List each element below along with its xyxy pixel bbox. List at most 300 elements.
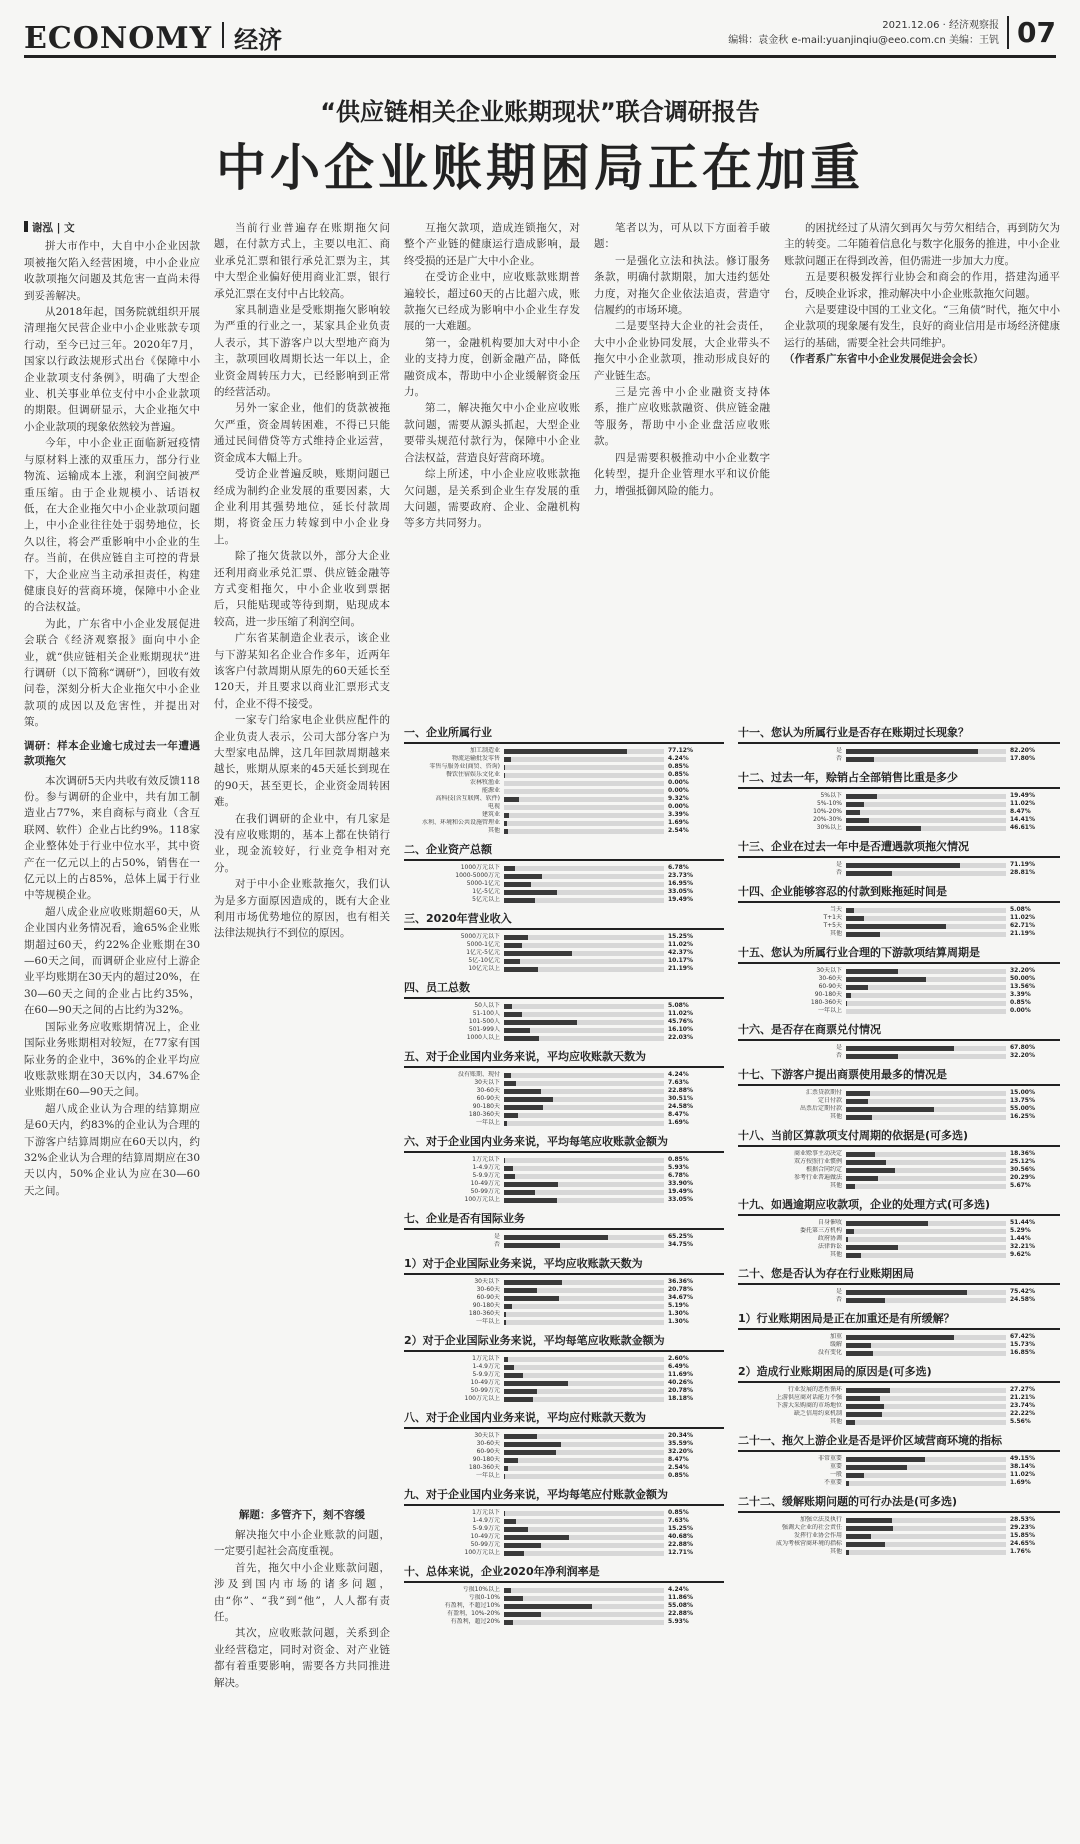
survey-bar-track [846, 908, 1006, 913]
paragraph: 的困扰经过了从清欠到再欠与劳欠相结合，再到防欠为主的转变。二年随着信息化与数字化服务的推进，中小企业账款问题正在得到改善，但仍需进一步加大力度。 [784, 222, 1060, 267]
survey-bar-value: 22.03% [668, 1034, 693, 1041]
survey-bar-track [504, 1174, 664, 1179]
survey-bar-track [504, 773, 664, 778]
survey-bar-row [404, 1550, 724, 1557]
survey-bar [504, 1604, 592, 1609]
survey-bar-label: 90-180天 [814, 991, 842, 998]
survey-question [738, 1127, 1060, 1190]
survey-question [738, 1066, 1060, 1121]
survey-bar-value: 19.49% [1010, 792, 1035, 799]
paragraph: 五是要积极发挥行业协会和商会的作用，搭建沟通平台，反映企业诉求，推动解决中小企业账款拖欠问题。 [784, 271, 1060, 300]
survey-bar-row [404, 1088, 724, 1095]
subheading: 调研：样本企业逾七成过去一年遭遇款项拖欠 [24, 739, 200, 767]
paragraph: 笔者以为，可从以下方面着手破题： [594, 222, 770, 251]
survey-bar [846, 1343, 871, 1348]
survey-bar-track [846, 985, 1006, 990]
survey-question [738, 1310, 1060, 1357]
survey-bar-label: 180-360天 [468, 1310, 500, 1317]
survey-bar-track [504, 951, 664, 956]
survey-bars [404, 748, 724, 835]
survey-bar [846, 1542, 885, 1547]
survey-bar [846, 1335, 954, 1340]
survey-bar [504, 874, 542, 879]
survey-bar [846, 977, 926, 982]
survey-bar-value: 3.39% [1010, 991, 1031, 998]
survey-bar-label: 180-360天 [468, 1464, 500, 1471]
survey-bar [846, 1388, 890, 1393]
survey-question [404, 1563, 724, 1626]
survey-bar-label: 5-9.9万元 [472, 1371, 500, 1378]
survey-bar [846, 1253, 861, 1258]
survey-bar-label: 是 [835, 747, 842, 754]
survey-bar-row [404, 1165, 724, 1172]
survey-question-title: 二十二、缓解账期问题的可行办法是(可多选) [738, 1493, 1060, 1513]
survey-bar [846, 1404, 884, 1409]
survey-bar-track [504, 1466, 664, 1471]
survey-bar-row [404, 966, 724, 973]
survey-bar-value: 11.02% [1010, 1471, 1035, 1478]
survey-bar-track [504, 898, 664, 903]
survey-bar-row [738, 809, 1060, 816]
survey-bar-row [738, 992, 1060, 999]
survey-bar-label: 电视 [487, 803, 500, 810]
paragraph: 国际业务应收账期情况上，企业国际业务账期相对较短，在77家有国际业务的企业中，36%的企业平均应收账款账期在30天以内，34.67%企业账期在60—90天之间。 [24, 1020, 200, 1099]
survey-bar-row [404, 889, 724, 896]
survey-bar-label: 是 [835, 1044, 842, 1051]
survey-bars [738, 1456, 1060, 1487]
survey-bar [846, 969, 898, 974]
survey-bar-track [504, 1373, 664, 1378]
survey-bar [504, 773, 505, 778]
survey-bar-label: 20%-30% [813, 816, 842, 823]
survey-bar-row [738, 1090, 1060, 1097]
survey-bar-row [404, 1080, 724, 1087]
survey-bar [504, 951, 572, 956]
survey-bar-label: 是 [835, 1288, 842, 1295]
survey-bar [846, 810, 860, 815]
article-column-1 [24, 220, 200, 1832]
survey-bar-row [738, 1549, 1060, 1556]
survey-bar-row [404, 1197, 724, 1204]
survey-bar [504, 959, 520, 964]
survey-question-title: 十三、企业在过去一年中是否遭遇款项拖欠情况 [738, 838, 1060, 858]
survey-question-title: 1）对于企业国际业务来说，平均应收账款天数为 [404, 1255, 724, 1275]
survey-bar-label: 其他 [829, 1548, 842, 1555]
survey-bar-row [404, 873, 724, 880]
survey-bar-track [846, 1298, 1006, 1303]
subheading: 解题：多管齐下，刻不容缓 [239, 1509, 365, 1521]
survey-bar-label: 30%以上 [816, 824, 842, 831]
survey-bar-label: 180-360天 [810, 999, 842, 1006]
survey-bar-row [738, 1000, 1060, 1007]
survey-bar-row [738, 968, 1060, 975]
survey-bar-label: 50-99万元 [470, 1188, 500, 1195]
survey-bar-row [738, 748, 1060, 755]
survey-bar-track [504, 757, 664, 762]
survey-bar-label: 一年以上 [817, 1007, 842, 1014]
survey-bar-value: 1.69% [668, 1119, 689, 1126]
survey-bars [738, 1334, 1060, 1357]
survey-bar [504, 1551, 524, 1556]
survey-bar-value: 14.41% [1010, 816, 1035, 823]
survey-bar-value: 15.25% [668, 933, 693, 940]
article-column-5 [784, 220, 1060, 718]
survey-bar-label: 零售与服务业(商贸、咨询) [429, 763, 500, 770]
survey-bar-value: 21.19% [668, 965, 693, 972]
survey-bar-value: 23.73% [668, 872, 693, 879]
survey-bar [846, 1298, 885, 1303]
survey-bar-track [504, 1474, 664, 1479]
survey-bar-row [738, 1252, 1060, 1259]
survey-bar-row [404, 1319, 724, 1326]
survey-bar [846, 1351, 873, 1356]
paragraph: 超八成企业认为合理的结算期应是60天内，约83%的企业认为合理的下游客户结算周期应在60天以内，约32%企业认为合理的结算周期应在30天以内，50%企业认为应在30—60天之间。 [24, 1102, 200, 1197]
survey-bar-value: 16.95% [668, 880, 693, 887]
survey-bar-track [846, 932, 1006, 937]
survey-bar-track [846, 1388, 1006, 1393]
survey-bar-row [404, 897, 724, 904]
section-name-cn: 经济 [234, 26, 283, 54]
survey-bar-row [404, 1433, 724, 1440]
survey-bar-label: 5-9.9万元 [472, 1172, 500, 1179]
survey-bar-value: 5.93% [668, 1618, 689, 1625]
survey-bar-row [738, 1419, 1060, 1426]
survey-question-title: 十七、下游客户提出商票使用最多的情况是 [738, 1066, 1060, 1086]
survey-bar-label: 其他 [487, 827, 500, 834]
survey-bar-value: 8.47% [668, 1456, 689, 1463]
survey-bar-row [738, 1244, 1060, 1251]
survey-bars [738, 1517, 1060, 1556]
survey-bar-value: 17.80% [1010, 755, 1035, 762]
survey-bar-row [404, 748, 724, 755]
survey-bar-label: 10亿元以上 [468, 965, 500, 972]
survey-bar-track [846, 1396, 1006, 1401]
survey-bar [504, 1474, 505, 1479]
survey-bar-label: 1亿元-5亿元 [466, 949, 500, 956]
survey-bar-track [846, 916, 1006, 921]
survey-bar-label: 有盈利，不超过10% [444, 1602, 500, 1609]
survey-bar-label: 餐饮住宿娱乐文化业 [445, 771, 500, 778]
survey-bar-label: 60-90天 [476, 1448, 500, 1455]
survey-bar-track [846, 1526, 1006, 1531]
survey-panel-right [738, 724, 1060, 1834]
survey-bar-label: 否 [835, 1296, 842, 1303]
survey-bar [846, 1534, 871, 1539]
survey-bars [738, 1220, 1060, 1259]
survey-bar-label: 加工制造业 [469, 747, 500, 754]
survey-bar-label: 是 [835, 861, 842, 868]
survey-bar-label: T+5天 [823, 922, 842, 929]
survey-bars [404, 1356, 724, 1403]
headline: 中小企业账期困局正在加重 [216, 139, 864, 197]
paragraph: 对于中小企业账款拖欠，我们认为是多方面原因造成的，既有大企业利用市场优势地位的原因，也有相关法律法规执行不到位的原因。 [214, 878, 390, 940]
survey-bar-value: 0.85% [668, 1509, 689, 1516]
survey-bar-track [846, 1245, 1006, 1250]
survey-bar [846, 1420, 855, 1425]
survey-bars [404, 1510, 724, 1557]
survey-bars [404, 865, 724, 904]
survey-bar-label: 100万元以上 [464, 1196, 500, 1203]
survey-bar-track [846, 1335, 1006, 1340]
survey-bar-value: 62.71% [1010, 922, 1035, 929]
survey-bar-label: 60-90天 [818, 983, 842, 990]
survey-bar-value: 16.10% [668, 1026, 693, 1033]
survey-bar-track [846, 1351, 1006, 1356]
survey-bar-row [404, 1396, 724, 1403]
survey-bar-value: 6.78% [668, 1172, 689, 1179]
survey-bar-row [738, 923, 1060, 930]
survey-bar [504, 1081, 516, 1086]
survey-bar-value: 11.69% [668, 1371, 693, 1378]
survey-bar [504, 821, 507, 826]
survey-bar-track [846, 1550, 1006, 1555]
survey-bar-track [504, 1028, 664, 1033]
survey-bar-track [504, 1198, 664, 1203]
survey-bar-row [404, 1011, 724, 1018]
survey-bar-track [846, 1091, 1006, 1096]
survey-bar-track [504, 1620, 664, 1625]
survey-bar [504, 1198, 557, 1203]
survey-bar [504, 1036, 539, 1041]
survey-bar-label: 发挥行业协会作用 [793, 1532, 842, 1539]
survey-bar-track [846, 826, 1006, 831]
survey-bar-label: 100万元以上 [464, 1395, 500, 1402]
survey-bar [846, 1290, 967, 1295]
survey-bar-label: 不重要 [823, 1479, 842, 1486]
page-number: 07 [1007, 16, 1056, 49]
survey-bar-track [504, 1519, 664, 1524]
survey-bar-track [504, 1612, 664, 1617]
survey-bar-label: 其他 [829, 1113, 842, 1120]
survey-question [404, 841, 724, 904]
survey-bar [846, 1107, 934, 1112]
survey-bar-value: 34.67% [668, 1294, 693, 1301]
survey-bars [404, 1433, 724, 1480]
survey-bar-row [404, 1035, 724, 1042]
survey-bar-track [846, 1412, 1006, 1417]
survey-bar-label: 定日付款 [817, 1097, 842, 1104]
survey-bar-row [738, 976, 1060, 983]
survey-question [738, 1493, 1060, 1556]
survey-bar [504, 1527, 528, 1532]
survey-bar-label: 下游大采购商的市场地位 [775, 1402, 842, 1409]
survey-bar-value: 1.69% [1010, 1479, 1031, 1486]
survey-bar [846, 1245, 898, 1250]
survey-question-title: 十四、企业能够容忍的付款到账拖延时间是 [738, 883, 1060, 903]
survey-bar [846, 1526, 893, 1531]
survey-bar-track [504, 866, 664, 871]
survey-question-title: 六、对于企业国内业务来说，平均每笔应收账款金额为 [404, 1133, 724, 1153]
survey-bar-track [504, 935, 664, 940]
survey-bar-track [846, 1152, 1006, 1157]
survey-bar [504, 1434, 537, 1439]
survey-bar-track [504, 1121, 664, 1126]
survey-bar-track [504, 813, 664, 818]
survey-bar-label: 缺乏信用约束机制 [793, 1410, 842, 1417]
survey-bar-label: 1000-5000万元 [455, 872, 500, 879]
survey-bar [846, 1091, 870, 1096]
survey-bar-value: 9.32% [668, 795, 689, 802]
survey-bar [504, 943, 522, 948]
survey-bar [504, 749, 627, 754]
survey-bar-row [738, 1525, 1060, 1532]
survey-question-title: 二十、您是否认为存在行业账期困局 [738, 1265, 1060, 1285]
survey-bar-value: 32.20% [1010, 967, 1035, 974]
survey-bar-row [738, 1236, 1060, 1243]
byline: 谢泓 | 文 [24, 220, 200, 236]
survey-bar-value: 11.02% [1010, 914, 1035, 921]
survey-question [404, 1409, 724, 1480]
survey-bar-track [846, 1343, 1006, 1348]
survey-bar-row [404, 756, 724, 763]
survey-bar-label: 5%以下 [820, 792, 842, 799]
survey-bar-track [846, 924, 1006, 929]
survey-bar-label: T+1天 [823, 914, 842, 921]
survey-bar-row [404, 804, 724, 811]
survey-bars [738, 748, 1060, 763]
survey-bar-value: 5.56% [1010, 1418, 1031, 1425]
survey-bar-value: 0.85% [668, 771, 689, 778]
survey-bar-value: 19.49% [668, 896, 693, 903]
survey-bar-row [738, 1517, 1060, 1524]
survey-bar-row [404, 1311, 724, 1318]
survey-bar [504, 1097, 553, 1102]
survey-bar-row [738, 1159, 1060, 1166]
survey-bar [846, 1184, 855, 1189]
survey-bar-value: 0.00% [668, 787, 689, 794]
survey-bar-label: 强调大企业的社会责任 [781, 1524, 842, 1531]
survey-bar-track [504, 1012, 664, 1017]
survey-bar-track [504, 1280, 664, 1285]
survey-bar-value: 32.20% [668, 1448, 693, 1455]
survey-bar-value: 12.71% [668, 1549, 693, 1556]
survey-bar-label: 当天 [829, 906, 842, 913]
article-column-4 [594, 220, 770, 718]
survey-bar-value: 34.75% [668, 1241, 693, 1248]
survey-bar-value: 2.60% [668, 1355, 689, 1362]
survey-bar-track [504, 1073, 664, 1078]
survey-bar [504, 1620, 513, 1625]
survey-bar-track [846, 1420, 1006, 1425]
survey-question [738, 1432, 1060, 1487]
survey-bar-row [738, 1541, 1060, 1548]
survey-bar-label: 一般 [829, 1471, 842, 1478]
survey-bar-label: 上游供应商对话能力不强 [775, 1394, 842, 1401]
survey-question-title: 十九、如遇逾期应收款项，企业的处理方式(可多选) [738, 1196, 1060, 1216]
survey-bar-label: 加强立法及执行 [799, 1516, 842, 1523]
survey-bar-track [846, 871, 1006, 876]
survey-bar-track [504, 829, 664, 834]
survey-bars [404, 1234, 724, 1249]
survey-question-title: 八、对于企业国内业务来说，平均应付账款天数为 [404, 1409, 724, 1429]
survey-bar-track [504, 1543, 664, 1548]
section-header [24, 20, 282, 56]
survey-bar [846, 826, 921, 831]
survey-bar-value: 0.00% [1010, 1007, 1031, 1014]
survey-bar-value: 71.19% [1010, 861, 1035, 868]
survey-bar-track [504, 1442, 664, 1447]
survey-bar [504, 1158, 505, 1163]
survey-bar-value: 3.39% [668, 811, 689, 818]
paragraph: 一是强化立法和执法。修订服务条款，明确付款期限，加大违约惩处力度，对拖欠企业依法追责，营造守信履约的市场环境。 [594, 254, 770, 317]
survey-question [404, 1255, 724, 1326]
survey-bars [738, 793, 1060, 832]
survey-bar-row [404, 1019, 724, 1026]
survey-bar [504, 797, 519, 802]
survey-bar-value: 11.02% [1010, 800, 1035, 807]
kicker: “供应链相关企业账期现状”联合调研报告 [320, 98, 760, 126]
survey-bar [504, 1588, 511, 1593]
survey-bar-row [404, 1104, 724, 1111]
survey-bar [504, 1235, 608, 1240]
survey-bars [738, 1289, 1060, 1304]
survey-bar [504, 1028, 530, 1033]
survey-bar-track [846, 810, 1006, 815]
paragraph: 超八成企业应收账期超60天，从企业国内业务情况看，逾65%企业账期超过60天，约22%企业账期在30—60天之间，而调研企业应付上游企业平均账期在30天内的超过20%，在30—60天之间的企业占比约35%，在60—90天之间的占比约为32%。 [24, 905, 200, 1017]
section-divider [222, 22, 224, 48]
survey-bar-value: 33.05% [668, 888, 693, 895]
survey-bar-label: 有盈利，超过20% [450, 1618, 500, 1625]
survey-bar-value: 1.76% [1010, 1548, 1031, 1555]
survey-bar-label: 1-4.9万元 [472, 1517, 500, 1524]
survey-bar-track [504, 1535, 664, 1540]
survey-bar [846, 993, 851, 998]
survey-bar-row [404, 1112, 724, 1119]
survey-bar-label: 物流运输批发零售 [451, 755, 500, 762]
survey-bar [504, 866, 515, 871]
survey-bars [738, 1045, 1060, 1060]
survey-bar-track [504, 1158, 664, 1163]
survey-bar-row [404, 1388, 724, 1395]
survey-bar-row [404, 1364, 724, 1371]
survey-bar-value: 0.85% [668, 1156, 689, 1163]
survey-bar-track [504, 1288, 664, 1293]
survey-bar-row [404, 820, 724, 827]
survey-bar-value: 20.78% [668, 1286, 693, 1293]
survey-bar [504, 1397, 533, 1402]
survey-question-title: 2）对于企业国际业务来说，平均每笔应收账款金额为 [404, 1332, 724, 1352]
survey-bar-label: 否 [835, 869, 842, 876]
survey-bar-track [504, 1357, 664, 1362]
survey-bar-value: 1.30% [668, 1310, 689, 1317]
survey-bar [504, 1004, 512, 1009]
survey-bar-row [738, 1008, 1060, 1015]
editor-line: 编辑：袁金秋 e-mail:yuanjinqiu@eeo.com.cn 美编：王钒 [728, 34, 1000, 46]
survey-bar-row [404, 1234, 724, 1241]
survey-question [738, 1196, 1060, 1259]
paragraph: 广东省某制造企业表示，该企业与下游某知名企业合作多年，近两年该客户付款周期从原先的60天延长至120天，并且要求以商业汇票形式支付，企业不得不接受。 [214, 632, 390, 710]
survey-bar-value: 11.02% [668, 941, 693, 948]
survey-bar-value: 15.25% [668, 1525, 693, 1532]
survey-bar [504, 1519, 516, 1524]
survey-bar-value: 7.63% [668, 1079, 689, 1086]
survey-bar-label: 50-99万元 [470, 1541, 500, 1548]
survey-bar [846, 1457, 925, 1462]
survey-bar-value: 50.00% [1010, 975, 1035, 982]
survey-bar-row [404, 1510, 724, 1517]
survey-bar-row [738, 1114, 1060, 1121]
survey-bar-track [846, 1253, 1006, 1258]
survey-bar-row [404, 1534, 724, 1541]
survey-bar-row [738, 1456, 1060, 1463]
survey-bar-row [404, 1027, 724, 1034]
survey-bar-track [504, 1365, 664, 1370]
survey-bar [504, 890, 557, 895]
survey-bar-track [504, 1604, 664, 1609]
survey-bar-value: 11.86% [668, 1594, 693, 1601]
survey-bar-value: 1.30% [668, 1318, 689, 1325]
survey-bar-value: 30.56% [1010, 1166, 1035, 1173]
